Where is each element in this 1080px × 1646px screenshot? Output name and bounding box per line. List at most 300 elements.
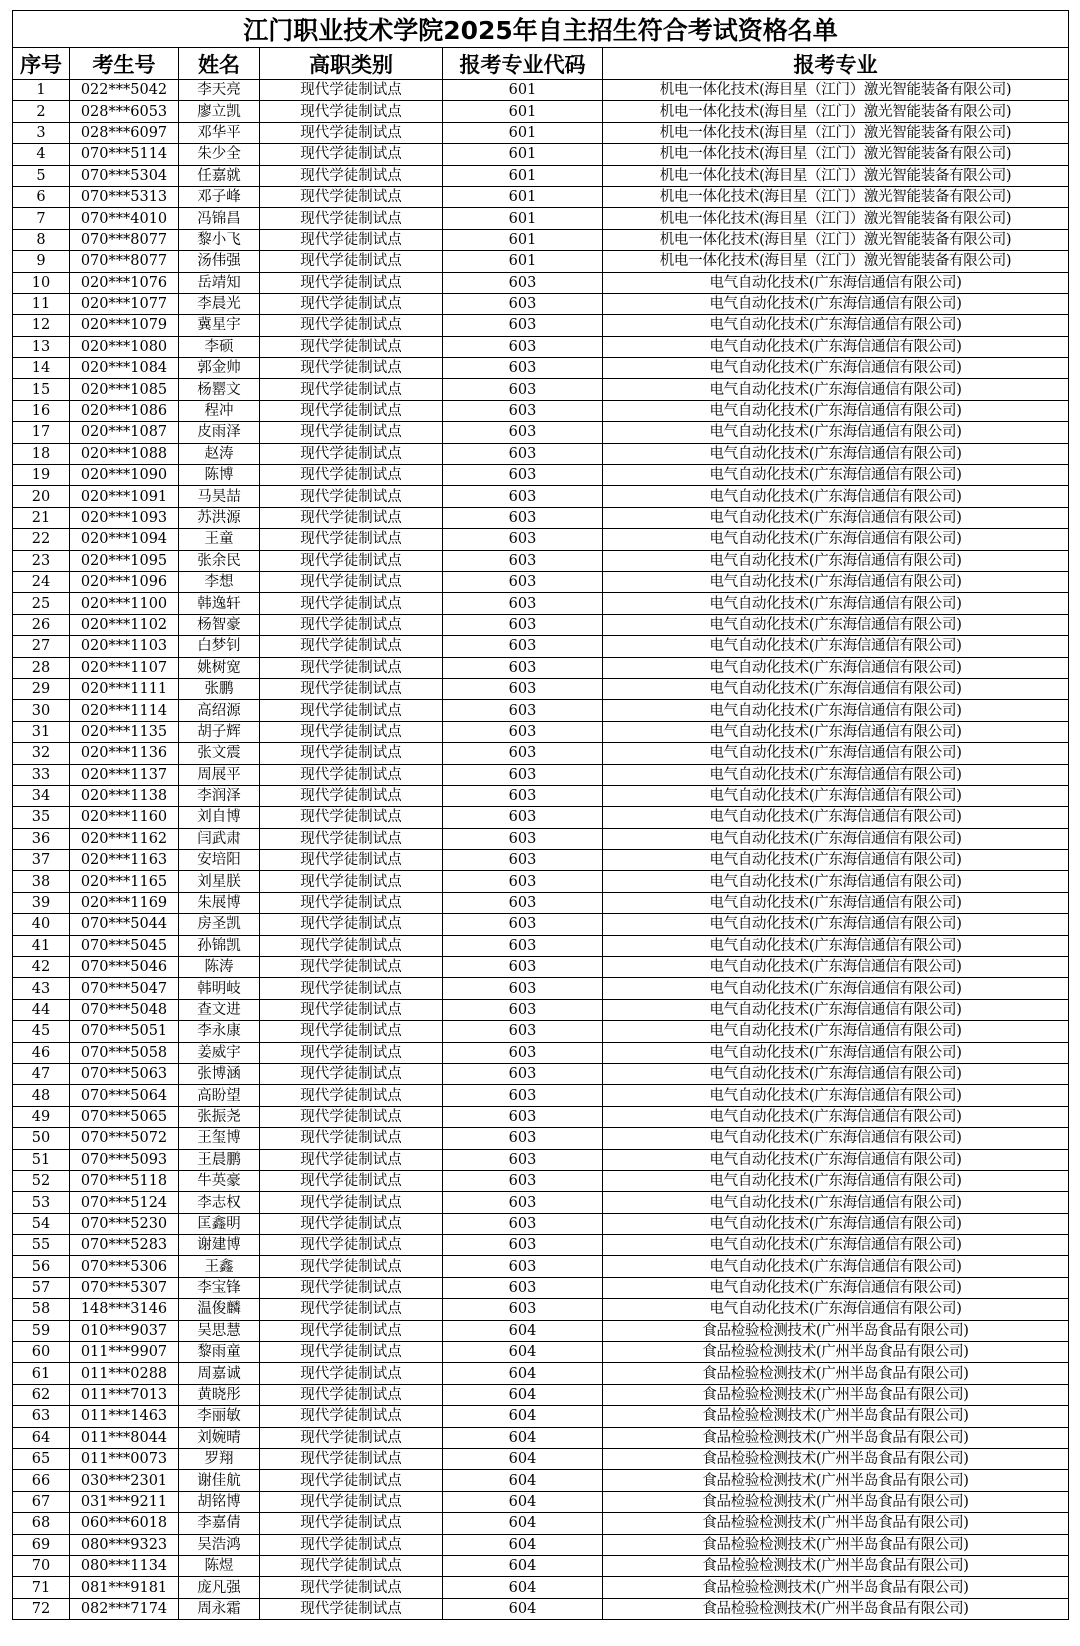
table-row — [13, 999, 1069, 1020]
cell-category: 现代学徒制试点 — [260, 1213, 443, 1234]
cell-name: 闫武肃 — [179, 828, 260, 849]
table-row — [13, 571, 1069, 592]
cell-name: 温俊麟 — [179, 1299, 260, 1320]
cell-category: 现代学徒制试点 — [260, 122, 443, 143]
cell-name: 陈煜 — [179, 1555, 260, 1576]
cell-major-code: 603 — [443, 743, 603, 764]
cell-category: 现代学徒制试点 — [260, 315, 443, 336]
cell-major-code: 603 — [443, 1170, 603, 1191]
cell-name: 朱展博 — [179, 892, 260, 913]
cell-category: 现代学徒制试点 — [260, 1598, 443, 1619]
cell-candidate-number: 070***5283 — [70, 1235, 179, 1256]
cell-index: 46 — [13, 1042, 70, 1063]
cell-index: 4 — [13, 144, 70, 165]
cell-name: 黎雨童 — [179, 1342, 260, 1363]
cell-major-code: 604 — [443, 1320, 603, 1341]
cell-category: 现代学徒制试点 — [260, 1577, 443, 1598]
cell-candidate-number: 070***5063 — [70, 1063, 179, 1084]
cell-index: 49 — [13, 1106, 70, 1127]
cell-name: 任嘉就 — [179, 165, 260, 186]
cell-index: 37 — [13, 850, 70, 871]
table-row — [13, 700, 1069, 721]
col-header-candidate-number: 考生号 — [70, 48, 179, 80]
cell-name: 韩明岐 — [179, 978, 260, 999]
table-row — [13, 1106, 1069, 1127]
cell-index: 9 — [13, 251, 70, 272]
cell-candidate-number: 148***3146 — [70, 1299, 179, 1320]
cell-category: 现代学徒制试点 — [260, 828, 443, 849]
cell-major-code: 604 — [443, 1598, 603, 1619]
cell-name: 查文进 — [179, 999, 260, 1020]
table-row — [13, 293, 1069, 314]
cell-major: 食品检验检测技术(广州半岛食品有限公司) — [603, 1342, 1069, 1363]
cell-category: 现代学徒制试点 — [260, 892, 443, 913]
cell-category: 现代学徒制试点 — [260, 1063, 443, 1084]
cell-name: 陈博 — [179, 465, 260, 486]
cell-major-code: 603 — [443, 678, 603, 699]
cell-name: 高绍源 — [179, 700, 260, 721]
table-row — [13, 1192, 1069, 1213]
cell-major: 电气自动化技术(广东海信通信有限公司) — [603, 507, 1069, 528]
cell-major: 机电一体化技术(海目星（江门）激光智能装备有限公司) — [603, 251, 1069, 272]
cell-name: 汤伟强 — [179, 251, 260, 272]
cell-major-code: 601 — [443, 208, 603, 229]
cell-name: 廖立凯 — [179, 101, 260, 122]
cell-category: 现代学徒制试点 — [260, 1427, 443, 1448]
cell-major: 电气自动化技术(广东海信通信有限公司) — [603, 293, 1069, 314]
cell-name: 李志权 — [179, 1192, 260, 1213]
table-row — [13, 1085, 1069, 1106]
cell-candidate-number: 070***5072 — [70, 1128, 179, 1149]
cell-category: 现代学徒制试点 — [260, 571, 443, 592]
cell-category: 现代学徒制试点 — [260, 1021, 443, 1042]
cell-category: 现代学徒制试点 — [260, 229, 443, 250]
table-row — [13, 1598, 1069, 1619]
cell-major-code: 603 — [443, 293, 603, 314]
cell-index: 62 — [13, 1384, 70, 1405]
table-row — [13, 1063, 1069, 1084]
cell-name: 黎小飞 — [179, 229, 260, 250]
cell-name: 张鹏 — [179, 678, 260, 699]
table-row — [13, 465, 1069, 486]
cell-major-code: 603 — [443, 358, 603, 379]
cell-name: 庞凡强 — [179, 1577, 260, 1598]
cell-candidate-number: 070***5046 — [70, 957, 179, 978]
cell-major: 电气自动化技术(广东海信通信有限公司) — [603, 1192, 1069, 1213]
table-row — [13, 1256, 1069, 1277]
cell-category: 现代学徒制试点 — [260, 1085, 443, 1106]
cell-name: 黄晓彤 — [179, 1384, 260, 1405]
cell-candidate-number: 020***1103 — [70, 636, 179, 657]
cell-major-code: 603 — [443, 1213, 603, 1234]
cell-category: 现代学徒制试点 — [260, 785, 443, 806]
cell-category: 现代学徒制试点 — [260, 1384, 443, 1405]
table-row — [13, 1213, 1069, 1234]
cell-major-code: 603 — [443, 700, 603, 721]
cell-major-code: 603 — [443, 1235, 603, 1256]
cell-category: 现代学徒制试点 — [260, 1277, 443, 1298]
cell-index: 40 — [13, 914, 70, 935]
table-row — [13, 1384, 1069, 1405]
cell-major-code: 603 — [443, 1299, 603, 1320]
cell-index: 35 — [13, 807, 70, 828]
cell-index: 32 — [13, 743, 70, 764]
cell-major-code: 603 — [443, 785, 603, 806]
table-row — [13, 1320, 1069, 1341]
cell-major-code: 603 — [443, 550, 603, 571]
cell-major-code: 601 — [443, 186, 603, 207]
cell-category: 现代学徒制试点 — [260, 465, 443, 486]
cell-name: 高盼望 — [179, 1085, 260, 1106]
cell-name: 李想 — [179, 571, 260, 592]
cell-major-code: 604 — [443, 1449, 603, 1470]
cell-name: 李硕 — [179, 336, 260, 357]
cell-candidate-number: 082***7174 — [70, 1598, 179, 1619]
table-row — [13, 957, 1069, 978]
cell-index: 58 — [13, 1299, 70, 1320]
table-row — [13, 678, 1069, 699]
cell-category: 现代学徒制试点 — [260, 1534, 443, 1555]
cell-candidate-number: 020***1162 — [70, 828, 179, 849]
table-row — [13, 400, 1069, 421]
cell-candidate-number: 020***1084 — [70, 358, 179, 379]
cell-major: 电气自动化技术(广东海信通信有限公司) — [603, 807, 1069, 828]
cell-candidate-number: 070***4010 — [70, 208, 179, 229]
cell-name: 邓子峰 — [179, 186, 260, 207]
cell-index: 11 — [13, 293, 70, 314]
cell-name: 李宝锋 — [179, 1277, 260, 1298]
cell-major-code: 603 — [443, 764, 603, 785]
cell-candidate-number: 020***1135 — [70, 721, 179, 742]
cell-major-code: 603 — [443, 1128, 603, 1149]
cell-major-code: 604 — [443, 1342, 603, 1363]
cell-major: 食品检验检测技术(广州半岛食品有限公司) — [603, 1598, 1069, 1619]
cell-major-code: 603 — [443, 1085, 603, 1106]
cell-name: 李晨光 — [179, 293, 260, 314]
cell-major: 食品检验检测技术(广州半岛食品有限公司) — [603, 1470, 1069, 1491]
table-row — [13, 978, 1069, 999]
col-header-index: 序号 — [13, 48, 70, 80]
cell-name: 刘星朕 — [179, 871, 260, 892]
cell-major-code: 604 — [443, 1577, 603, 1598]
cell-index: 15 — [13, 379, 70, 400]
cell-category: 现代学徒制试点 — [260, 1406, 443, 1427]
cell-major-code: 603 — [443, 957, 603, 978]
cell-index: 18 — [13, 443, 70, 464]
cell-category: 现代学徒制试点 — [260, 678, 443, 699]
cell-candidate-number: 020***1160 — [70, 807, 179, 828]
table-row — [13, 892, 1069, 913]
cell-index: 38 — [13, 871, 70, 892]
cell-category: 现代学徒制试点 — [260, 379, 443, 400]
cell-major: 电气自动化技术(广东海信通信有限公司) — [603, 1277, 1069, 1298]
cell-index: 57 — [13, 1277, 70, 1298]
cell-major-code: 603 — [443, 871, 603, 892]
cell-major: 食品检验检测技术(广州半岛食品有限公司) — [603, 1363, 1069, 1384]
table-row — [13, 144, 1069, 165]
cell-category: 现代学徒制试点 — [260, 165, 443, 186]
cell-major: 电气自动化技术(广东海信通信有限公司) — [603, 272, 1069, 293]
cell-major-code: 604 — [443, 1470, 603, 1491]
cell-candidate-number: 028***6053 — [70, 101, 179, 122]
cell-major: 食品检验检测技术(广州半岛食品有限公司) — [603, 1555, 1069, 1576]
cell-category: 现代学徒制试点 — [260, 529, 443, 550]
cell-major-code: 601 — [443, 101, 603, 122]
cell-major-code: 604 — [443, 1406, 603, 1427]
cell-index: 13 — [13, 336, 70, 357]
cell-major-code: 603 — [443, 1021, 603, 1042]
cell-category: 现代学徒制试点 — [260, 1170, 443, 1191]
cell-major: 电气自动化技术(广东海信通信有限公司) — [603, 400, 1069, 421]
cell-name: 孙锦凯 — [179, 935, 260, 956]
cell-index: 53 — [13, 1192, 70, 1213]
table-row — [13, 764, 1069, 785]
cell-name: 刘自博 — [179, 807, 260, 828]
table-row — [13, 721, 1069, 742]
eligibility-table — [12, 10, 1069, 1620]
cell-category: 现代学徒制试点 — [260, 1192, 443, 1213]
cell-major-code: 603 — [443, 850, 603, 871]
cell-major-code: 603 — [443, 999, 603, 1020]
cell-name: 白梦钊 — [179, 636, 260, 657]
cell-major: 食品检验检测技术(广州半岛食品有限公司) — [603, 1491, 1069, 1512]
table-row — [13, 122, 1069, 143]
header-row — [13, 48, 1069, 80]
table-row — [13, 850, 1069, 871]
cell-candidate-number: 020***1086 — [70, 400, 179, 421]
cell-major: 电气自动化技术(广东海信通信有限公司) — [603, 1256, 1069, 1277]
cell-major: 电气自动化技术(广东海信通信有限公司) — [603, 700, 1069, 721]
cell-major: 电气自动化技术(广东海信通信有限公司) — [603, 785, 1069, 806]
cell-major-code: 603 — [443, 892, 603, 913]
cell-major-code: 603 — [443, 272, 603, 293]
cell-candidate-number: 020***1093 — [70, 507, 179, 528]
table-row — [13, 379, 1069, 400]
table-row — [13, 828, 1069, 849]
cell-major: 电气自动化技术(广东海信通信有限公司) — [603, 657, 1069, 678]
cell-major-code: 604 — [443, 1534, 603, 1555]
cell-index: 47 — [13, 1063, 70, 1084]
cell-candidate-number: 070***5044 — [70, 914, 179, 935]
cell-major: 电气自动化技术(广东海信通信有限公司) — [603, 315, 1069, 336]
cell-major: 电气自动化技术(广东海信通信有限公司) — [603, 850, 1069, 871]
cell-candidate-number: 020***1136 — [70, 743, 179, 764]
cell-category: 现代学徒制试点 — [260, 700, 443, 721]
cell-candidate-number: 020***1114 — [70, 700, 179, 721]
table-row — [13, 358, 1069, 379]
cell-major: 食品检验检测技术(广州半岛食品有限公司) — [603, 1427, 1069, 1448]
cell-candidate-number: 020***1169 — [70, 892, 179, 913]
cell-major: 电气自动化技术(广东海信通信有限公司) — [603, 957, 1069, 978]
cell-candidate-number: 070***5304 — [70, 165, 179, 186]
cell-major: 机电一体化技术(海目星（江门）激光智能装备有限公司) — [603, 144, 1069, 165]
table-row — [13, 593, 1069, 614]
cell-index: 68 — [13, 1513, 70, 1534]
title-row — [13, 11, 1069, 48]
cell-candidate-number: 060***6018 — [70, 1513, 179, 1534]
cell-major: 电气自动化技术(广东海信通信有限公司) — [603, 379, 1069, 400]
cell-major-code: 603 — [443, 807, 603, 828]
table-row — [13, 80, 1069, 101]
table-body — [13, 80, 1069, 1620]
cell-category: 现代学徒制试点 — [260, 1149, 443, 1170]
cell-index: 7 — [13, 208, 70, 229]
cell-name: 安培阳 — [179, 850, 260, 871]
cell-index: 12 — [13, 315, 70, 336]
cell-name: 杨罂文 — [179, 379, 260, 400]
table-row — [13, 251, 1069, 272]
cell-major-code: 604 — [443, 1491, 603, 1512]
cell-candidate-number: 070***5048 — [70, 999, 179, 1020]
cell-major-code: 604 — [443, 1363, 603, 1384]
cell-category: 现代学徒制试点 — [260, 978, 443, 999]
cell-major: 机电一体化技术(海目星（江门）激光智能装备有限公司) — [603, 80, 1069, 101]
cell-major: 食品检验检测技术(广州半岛食品有限公司) — [603, 1384, 1069, 1405]
cell-candidate-number: 070***5306 — [70, 1256, 179, 1277]
cell-index: 60 — [13, 1342, 70, 1363]
cell-category: 现代学徒制试点 — [260, 1256, 443, 1277]
table-row — [13, 871, 1069, 892]
cell-category: 现代学徒制试点 — [260, 1491, 443, 1512]
cell-index: 72 — [13, 1598, 70, 1619]
table-row — [13, 165, 1069, 186]
cell-index: 36 — [13, 828, 70, 849]
cell-index: 27 — [13, 636, 70, 657]
cell-candidate-number: 020***1100 — [70, 593, 179, 614]
cell-candidate-number: 020***1138 — [70, 785, 179, 806]
table-row — [13, 529, 1069, 550]
cell-index: 28 — [13, 657, 70, 678]
cell-category: 现代学徒制试点 — [260, 400, 443, 421]
cell-candidate-number: 020***1102 — [70, 614, 179, 635]
cell-category: 现代学徒制试点 — [260, 550, 443, 571]
cell-major: 电气自动化技术(广东海信通信有限公司) — [603, 1063, 1069, 1084]
cell-major: 电气自动化技术(广东海信通信有限公司) — [603, 1106, 1069, 1127]
cell-candidate-number: 070***5047 — [70, 978, 179, 999]
cell-candidate-number: 031***9211 — [70, 1491, 179, 1512]
cell-candidate-number: 020***1090 — [70, 465, 179, 486]
cell-category: 现代学徒制试点 — [260, 186, 443, 207]
cell-index: 56 — [13, 1256, 70, 1277]
table-row — [13, 1470, 1069, 1491]
table-row — [13, 1342, 1069, 1363]
table-row — [13, 935, 1069, 956]
cell-name: 杨智豪 — [179, 614, 260, 635]
cell-major-code: 603 — [443, 721, 603, 742]
cell-index: 41 — [13, 935, 70, 956]
cell-candidate-number: 020***1077 — [70, 293, 179, 314]
cell-major-code: 603 — [443, 828, 603, 849]
cell-major: 电气自动化技术(广东海信通信有限公司) — [603, 550, 1069, 571]
cell-major-code: 603 — [443, 978, 603, 999]
cell-candidate-number: 070***5093 — [70, 1149, 179, 1170]
cell-category: 现代学徒制试点 — [260, 1342, 443, 1363]
cell-index: 29 — [13, 678, 70, 699]
cell-name: 刘婉晴 — [179, 1427, 260, 1448]
cell-major-code: 603 — [443, 1063, 603, 1084]
page-title: 江门职业技术学院2025年自主招生符合考试资格名单 — [13, 11, 1069, 48]
cell-name: 邓华平 — [179, 122, 260, 143]
cell-category: 现代学徒制试点 — [260, 1042, 443, 1063]
cell-category: 现代学徒制试点 — [260, 251, 443, 272]
cell-index: 59 — [13, 1320, 70, 1341]
table-row — [13, 186, 1069, 207]
cell-index: 31 — [13, 721, 70, 742]
cell-major: 食品检验检测技术(广州半岛食品有限公司) — [603, 1449, 1069, 1470]
cell-major-code: 603 — [443, 914, 603, 935]
cell-category: 现代学徒制试点 — [260, 1363, 443, 1384]
cell-index: 48 — [13, 1085, 70, 1106]
cell-major: 电气自动化技术(广东海信通信有限公司) — [603, 1299, 1069, 1320]
cell-name: 李永康 — [179, 1021, 260, 1042]
cell-major: 食品检验检测技术(广州半岛食品有限公司) — [603, 1406, 1069, 1427]
cell-category: 现代学徒制试点 — [260, 293, 443, 314]
cell-index: 71 — [13, 1577, 70, 1598]
cell-category: 现代学徒制试点 — [260, 807, 443, 828]
cell-major-code: 603 — [443, 507, 603, 528]
cell-candidate-number: 022***5042 — [70, 80, 179, 101]
col-header-major: 报考专业 — [603, 48, 1069, 80]
cell-major-code: 601 — [443, 165, 603, 186]
cell-name: 岳靖知 — [179, 272, 260, 293]
cell-major-code: 603 — [443, 315, 603, 336]
cell-candidate-number: 070***5051 — [70, 1021, 179, 1042]
cell-category: 现代学徒制试点 — [260, 422, 443, 443]
cell-index: 30 — [13, 700, 70, 721]
cell-candidate-number: 070***5230 — [70, 1213, 179, 1234]
table-row — [13, 1042, 1069, 1063]
cell-index: 55 — [13, 1235, 70, 1256]
cell-candidate-number: 020***1088 — [70, 443, 179, 464]
cell-major-code: 603 — [443, 443, 603, 464]
cell-candidate-number: 020***1076 — [70, 272, 179, 293]
cell-index: 25 — [13, 593, 70, 614]
table-row — [13, 914, 1069, 935]
cell-major: 电气自动化技术(广东海信通信有限公司) — [603, 1235, 1069, 1256]
cell-index: 45 — [13, 1021, 70, 1042]
cell-major: 电气自动化技术(广东海信通信有限公司) — [603, 935, 1069, 956]
cell-index: 21 — [13, 507, 70, 528]
table-row — [13, 443, 1069, 464]
cell-major: 电气自动化技术(广东海信通信有限公司) — [603, 1170, 1069, 1191]
cell-major: 电气自动化技术(广东海信通信有限公司) — [603, 1149, 1069, 1170]
cell-major: 机电一体化技术(海目星（江门）激光智能装备有限公司) — [603, 122, 1069, 143]
cell-candidate-number: 020***1137 — [70, 764, 179, 785]
cell-index: 70 — [13, 1555, 70, 1576]
cell-name: 王晨鹏 — [179, 1149, 260, 1170]
cell-major-code: 604 — [443, 1513, 603, 1534]
cell-name: 程冲 — [179, 400, 260, 421]
col-header-category: 高职类别 — [260, 48, 443, 80]
cell-major-code: 603 — [443, 422, 603, 443]
cell-category: 现代学徒制试点 — [260, 657, 443, 678]
cell-major-code: 603 — [443, 1192, 603, 1213]
cell-name: 匡鑫明 — [179, 1213, 260, 1234]
cell-index: 10 — [13, 272, 70, 293]
cell-major-code: 603 — [443, 465, 603, 486]
cell-category: 现代学徒制试点 — [260, 1513, 443, 1534]
cell-major: 电气自动化技术(广东海信通信有限公司) — [603, 743, 1069, 764]
table-row — [13, 507, 1069, 528]
cell-name: 冯锦昌 — [179, 208, 260, 229]
cell-major-code: 603 — [443, 614, 603, 635]
cell-candidate-number: 070***5058 — [70, 1042, 179, 1063]
cell-name: 韩逸轩 — [179, 593, 260, 614]
cell-category: 现代学徒制试点 — [260, 272, 443, 293]
cell-category: 现代学徒制试点 — [260, 1449, 443, 1470]
table-row — [13, 1491, 1069, 1512]
table-row — [13, 272, 1069, 293]
